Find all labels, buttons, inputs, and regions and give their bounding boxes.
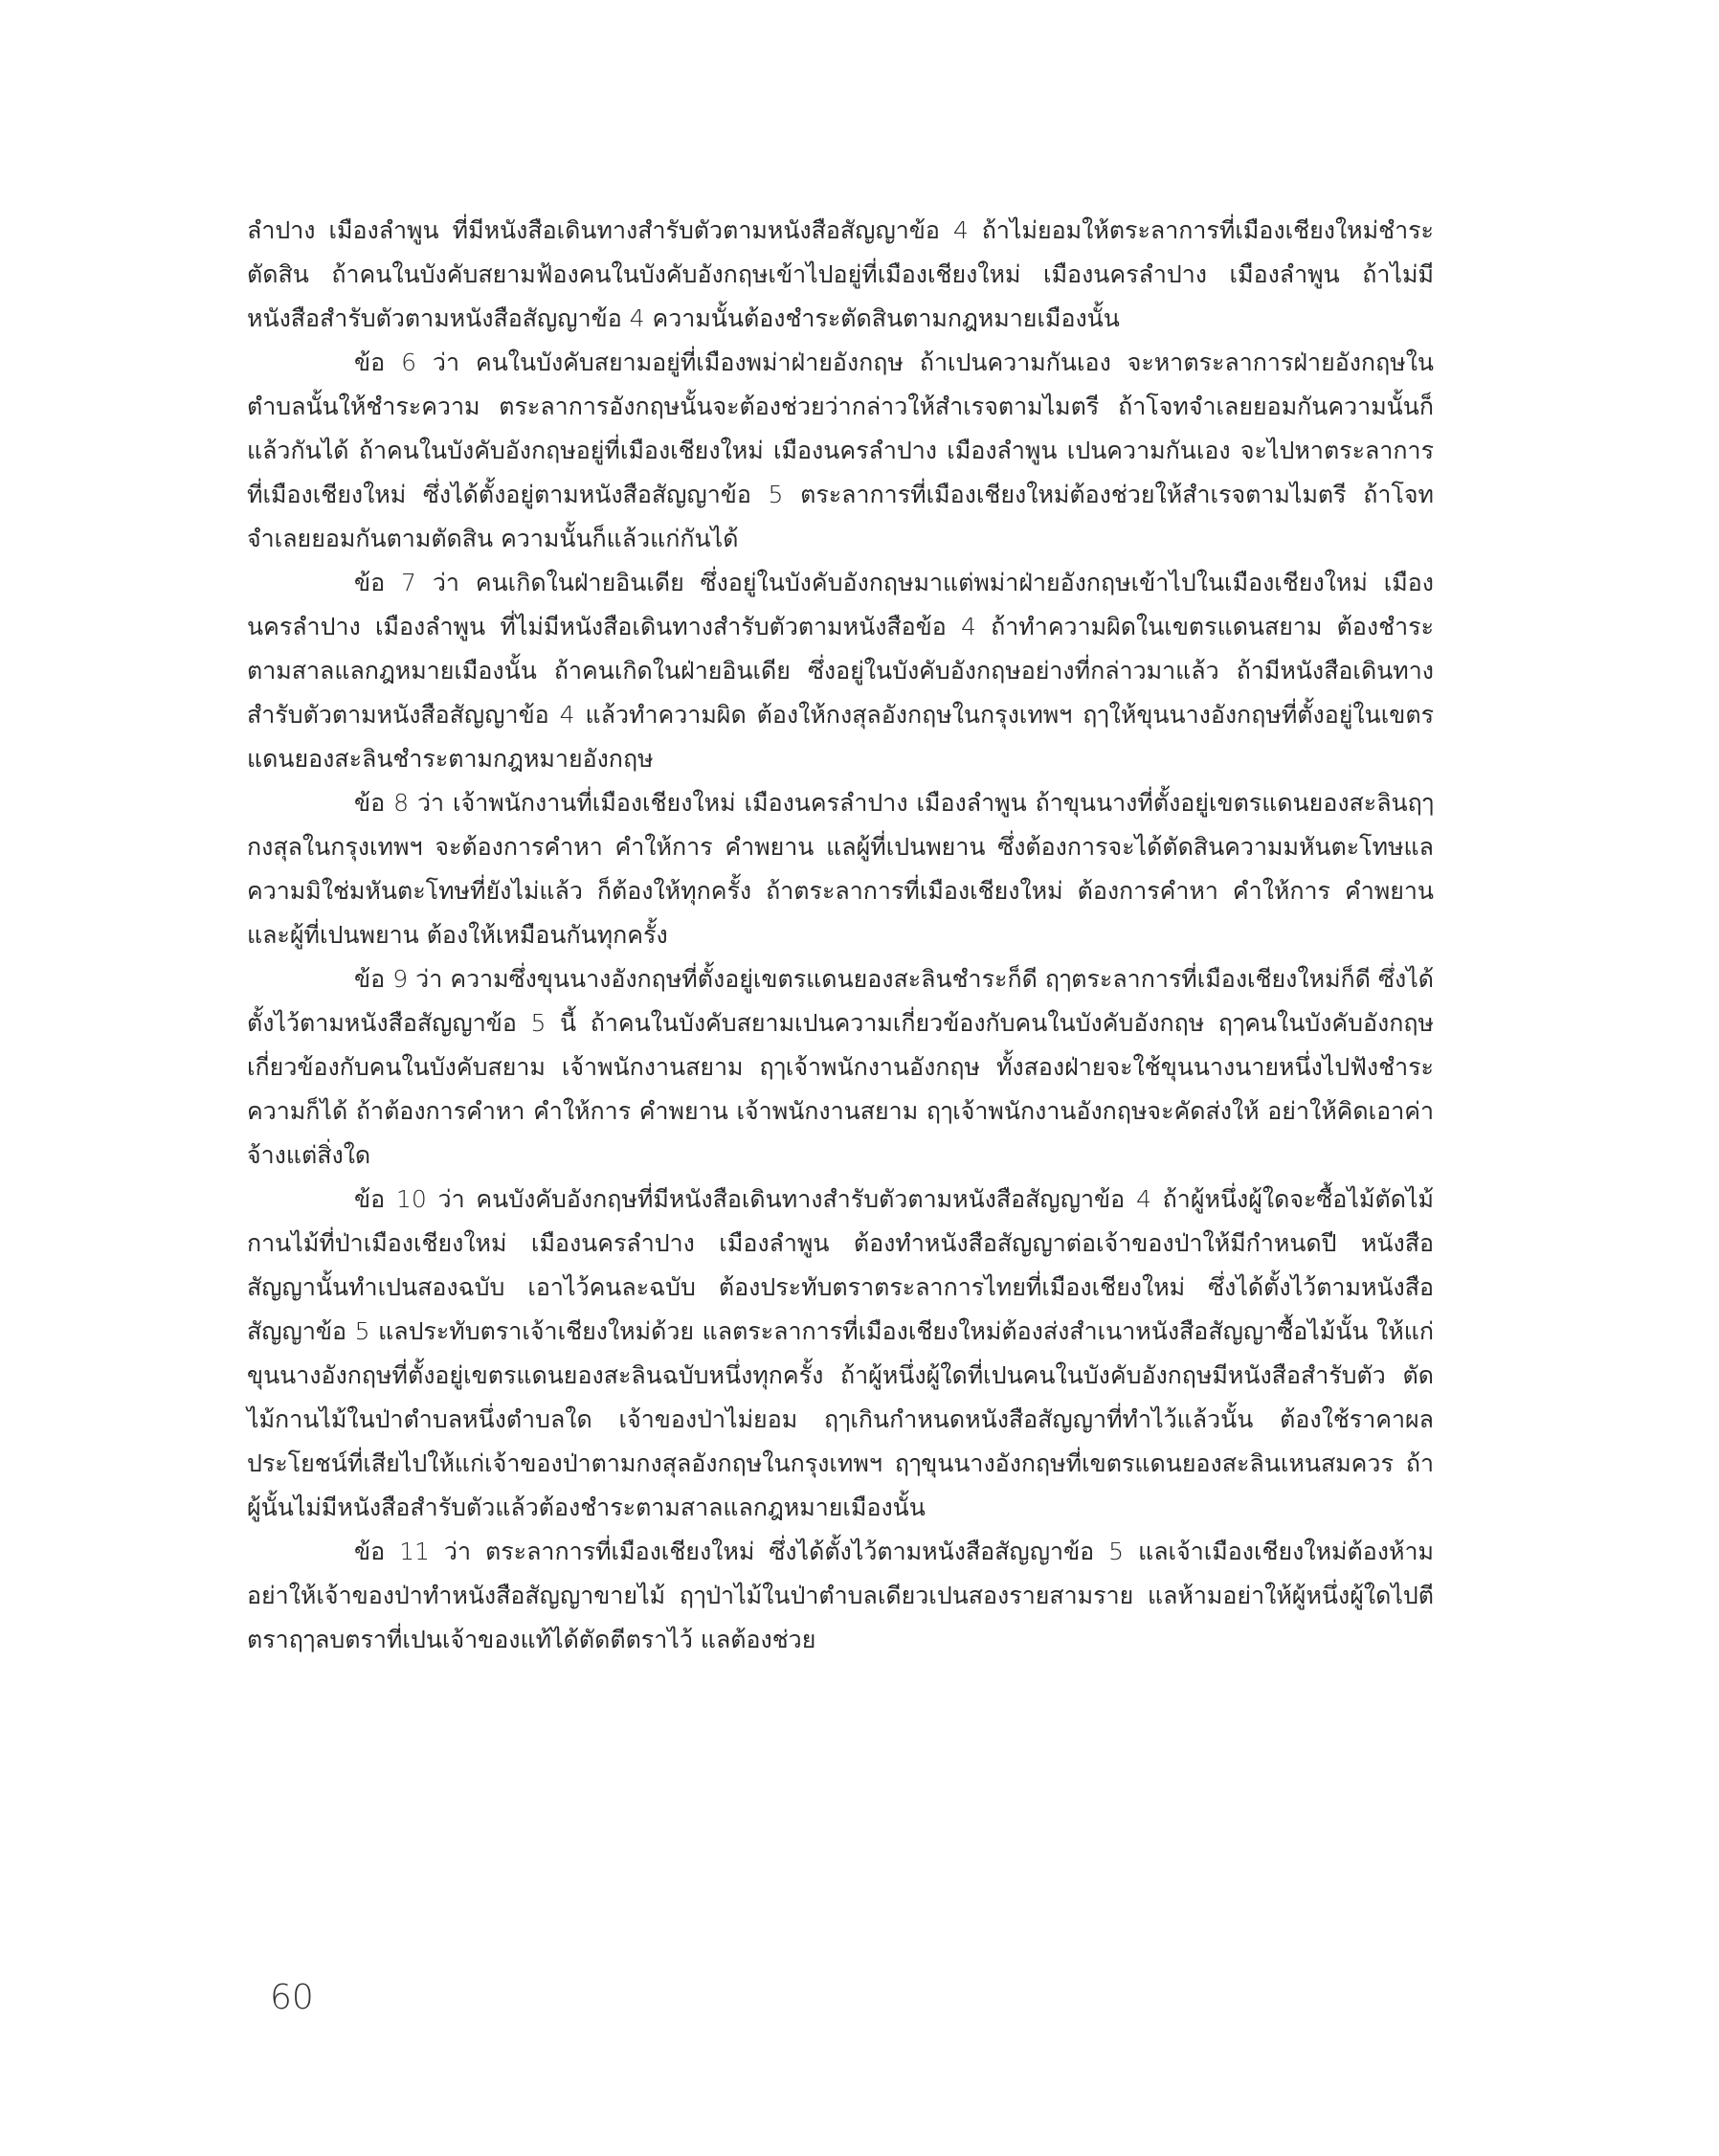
paragraph-continuation: ลำปาง เมืองลำพูน ที่มีหนังสือเดินทางสำรับตัวตามหนังสือสัญญาข้อ 4 ถ้าไม่ยอมให้ตระลาการที่เมืองเชียงใหม่ชำระตัดสิน ถ้าคนในบังคับสยามฟ้องคนในบังคับอังกฤษเข้าไปอยู่ที่เมืองเชียงใหม่ เมืองนครลำปาง เมืองลำพูน ถ้าไม่มีหนังสือสำรับตัวตามหนังสือสัญญาข้อ 4 ความนั้นต้องชำระตัดสินตามกฎหมายเมืองนั้น — [247, 216, 1434, 332]
paragraph-article-9: ข้อ 9 ว่า ความซึ่งขุนนางอังกฤษที่ตั้งอยู่เขตรแดนยองสะลินชำระก็ดี ฤๅตระลาการที่เมืองเชียงใหม่ก็ดี ซึ่งได้ตั้งไว้ตามหนังสือสัญญาข้อ 5 นี้ ถ้าคนในบังคับสยามเปนความเกี่ยวข้องกับคนในบังคับอังกฤษ ฤๅคนในบังคับอังกฤษเกี่ยวข้องกับคนในบังคับสยาม เจ้าพนักงานสยาม ฤๅเจ้าพนักงานอังกฤษ ทั้งสองฝ่ายจะใช้ขุนนางนายหนึ่งไปฟังชำระความก็ได้ ถ้าต้องการคำหา คำให้การ คำพยาน เจ้าพนักงานสยาม ฤๅเจ้าพนักงานอังกฤษจะคัดส่งให้ อย่าให้คิดเอาค่าจ้างแต่สิ่งใด — [247, 965, 1434, 1169]
paragraph-article-11: ข้อ 11 ว่า ตระลาการที่เมืองเชียงใหม่ ซึ่งได้ตั้งไว้ตามหนังสือสัญญาข้อ 5 แลเจ้าเมืองเชียงใหม่ต้องห้ามอย่าให้เจ้าของป่าทำหนังสือสัญญาขายไม้ ฤๅป่าไม้ในป่าตำบลเดียวเปนสองรายสามราย แลห้ามอย่าให้ผู้หนึ่งผู้ใดไปตีตราฤๅลบตราที่เปนเจ้าของแท้ได้ตัดตีตราไว้ แลต้องช่วย — [247, 1538, 1434, 1653]
paragraph-article-6: ข้อ 6 ว่า คนในบังคับสยามอยู่ที่เมืองพม่าฝ่ายอังกฤษ ถ้าเปนความกันเอง จะหาตระลาการฝ่ายอังกฤษในตำบลนั้นให้ชำระความ ตระลาการอังกฤษนั้นจะต้องช่วยว่ากล่าวให้สำเรจตามไมตรี ถ้าโจทจำเลยยอมกันความนั้นก็แล้วกันได้ ถ้าคนในบังคับอังกฤษอยู่ที่เมืองเชียงใหม่ เมืองนครลำปาง เมืองลำพูน เปนความกันเอง จะไปหาตระลาการที่เมืองเชียงใหม่ ซึ่งได้ตั้งอยู่ตามหนังสือสัญญาข้อ 5 ตระลาการที่เมืองเชียงใหม่ต้องช่วยให้สำเรจตามไมตรี ถ้าโจทจำเลยยอมกันตามตัดสิน ความนั้นก็แล้วแก่กันได้ — [247, 348, 1434, 552]
paragraph-article-8: ข้อ 8 ว่า เจ้าพนักงานที่เมืองเชียงใหม่ เมืองนครลำปาง เมืองลำพูน ถ้าขุนนางที่ตั้งอยู่เขตรแดนยองสะลินฤๅกงสุลในกรุงเทพฯ จะต้องการคำหา คำให้การ คำพยาน แลผู้ที่เปนพยาน ซึ่งต้องการจะได้ตัดสินความมหันตะโทษแลความมิใช่มหันตะโทษที่ยังไม่แล้ว ก็ต้องให้ทุกครั้ง ถ้าตระลาการที่เมืองเชียงใหม่ ต้องการคำหา คำให้การ คำพยาน และผู้ที่เปนพยาน ต้องให้เหมือนกันทุกครั้ง — [247, 789, 1434, 949]
paragraph-article-10: ข้อ 10 ว่า คนบังคับอังกฤษที่มีหนังสือเดินทางสำรับตัวตามหนังสือสัญญาข้อ 4 ถ้าผู้หนึ่งผู้ใดจะซื้อไม้ตัดไม้กานไม้ที่ป่าเมืองเชียงใหม่ เมืองนครลำปาง เมืองลำพูน ต้องทำหนังสือสัญญาต่อเจ้าของป่าให้มีกำหนดปี หนังสือสัญญานั้นทำเปนสองฉบับ เอาไว้คนละฉบับ ต้องประทับตราตระลาการไทยที่เมืองเชียงใหม่ ซึ่งได้ตั้งไว้ตามหนังสือสัญญาข้อ 5 แลประทับตราเจ้าเชียงใหม่ด้วย แลตระลาการที่เมืองเชียงใหม่ต้องส่งสำเนาหนังสือสัญญาซื้อไม้นั้น ให้แก่ขุนนางอังกฤษที่ตั้งอยู่เขตรแดนยองสะลินฉบับหนึ่งทุกครั้ง ถ้าผู้หนึ่งผู้ใดที่เปนคนในบังคับอังกฤษมีหนังสือสำรับตัว ตัดไม้กานไม้ในป่าตำบลหนึ่งตำบลใด เจ้าของป่าไม่ยอม ฤๅเกินกำหนดหนังสือสัญญาที่ทำไว้แล้วนั้น ต้องใช้ราคาผลประโยชน์ที่เสียไปให้แก่เจ้าของป่าตามกงสุลอังกฤษในกรุงเทพฯ ฤๅขุนนางอังกฤษที่เขตรแดนยองสะลินเหนสมควร ถ้าผู้นั้นไม่มีหนังสือสำรับตัวแล้วต้องชำระตามสาลแลกฎหมายเมืองนั้น — [247, 1185, 1434, 1521]
paragraph-article-7: ข้อ 7 ว่า คนเกิดในฝ่ายอินเดีย ซึ่งอยู่ในบังคับอังกฤษมาแต่พม่าฝ่ายอังกฤษเข้าไปในเมืองเชียงใหม่ เมืองนครลำปาง เมืองลำพูน ที่ไม่มีหนังสือเดินทางสำรับตัวตามหนังสือข้อ 4 ถ้าทำความผิดในเขตรแดนสยาม ต้องชำระตามสาลแลกฎหมายเมืองนั้น ถ้าคนเกิดในฝ่ายอินเดีย ซึ่งอยู่ในบังคับอังกฤษอย่างที่กล่าวมาแล้ว ถ้ามีหนังสือเดินทางสำรับตัวตามหนังสือสัญญาข้อ 4 แล้วทำความผิด ต้องให้กงสุลอังกฤษในกรุงเทพฯ ฤๅให้ขุนนางอังกฤษที่ตั้งอยู่ในเขตรแดนยองสะลินชำระตามกฎหมายอังกฤษ — [247, 569, 1434, 773]
page-number: 60 — [270, 1978, 314, 2017]
body-text — [247, 209, 1434, 1662]
